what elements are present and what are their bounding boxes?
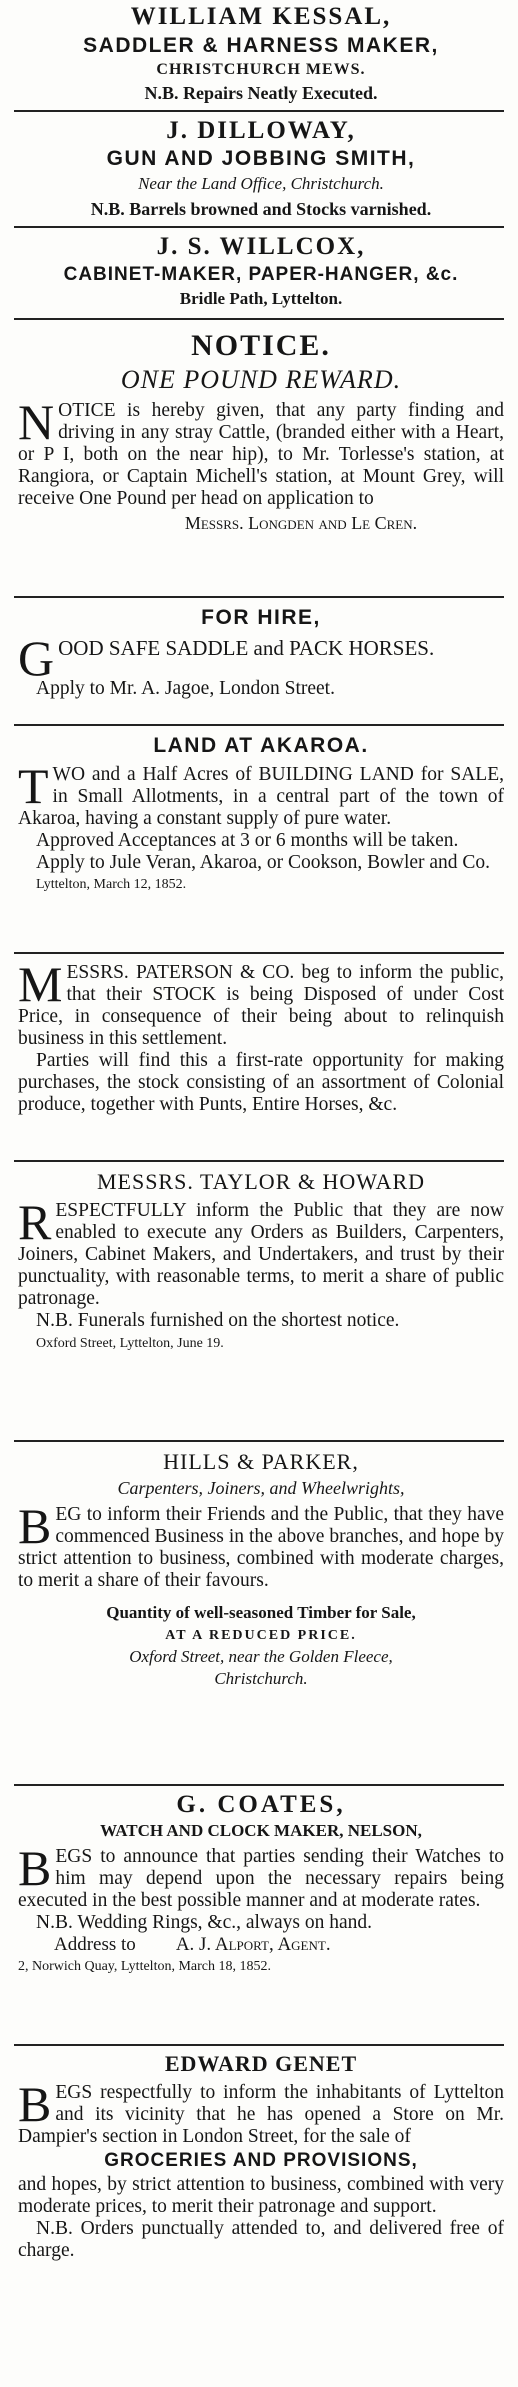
ad-akaroa-drop-cap: T: [18, 758, 49, 814]
ad-coates-drop-cap: B: [18, 1840, 52, 1896]
divider-rule: [14, 226, 504, 228]
divider-rule: [14, 318, 504, 320]
ad-akaroa-terms: Approved Acceptances at 3 or 6 months will be taken.: [36, 830, 459, 851]
divider-rule: [14, 724, 504, 726]
ad-kessal-address: CHRISTCHURCH MEWS.: [156, 61, 366, 78]
ad-akaroa-text: [18, 758, 504, 830]
ad-genet-name: EDWARD GENET: [164, 2051, 358, 2076]
ad-willcox-name: J. S. WILLCOX,: [156, 233, 366, 260]
ad-notice-body: OTICE is hereby given, that any party finding and driving in any stray Cattle, (branded either with a Heart, or P I, both on the near hip), to Mr. Torlesse's station, at Rangiora, or Captain Michell's station, at Mount Grey, will receive One Pound per head on application to: [18, 400, 504, 509]
ad-taylor-drop-cap: R: [18, 1194, 52, 1250]
ad-coates-text: [18, 1840, 504, 1912]
ad-genet-body: EGS respectfully to inform the inhabitants of Lyttelton and its vicinity that he has opened a Store on Mr. Dampier's section in London Street, for the sale of: [18, 2082, 504, 2147]
ad-willcox-address: Bridle Path, Lyttelton.: [179, 289, 343, 308]
ad-paterson-body-2: Parties will find this a first-rate opportunity for making purchases, the stock consisting of an assortment of Colonial produce, together with Punts, Entire Horses, &c.: [18, 1050, 504, 1115]
divider-rule: [14, 596, 504, 598]
ad-coates-note: N.B. Wedding Rings, &c., always on hand.: [36, 1912, 373, 1933]
ad-dilloway: [0, 116, 518, 222]
ad-coates-address-label: Address to: [54, 1934, 136, 1955]
ad-notice-subheading: ONE POUND REWARD.: [120, 365, 402, 394]
ad-hills-heading: HILLS & PARKER,: [163, 1449, 359, 1474]
ad-taylor-text: [18, 1194, 504, 1310]
divider-rule: [14, 952, 504, 954]
ad-hire-text: [18, 630, 504, 686]
ad-for-hire: [0, 604, 518, 700]
ad-taylor-dateline: Oxford Street, Lyttelton, June 19.: [36, 1336, 224, 1351]
ad-coates-trade: WATCH AND CLOCK MAKER, NELSON,: [100, 1821, 422, 1840]
ad-taylor-note: N.B. Funerals furnished on the shortest notice.: [36, 1310, 400, 1331]
ad-paterson-body: ESSRS. PATERSON & CO. beg to inform the public, that their STOCK is being Disposed of under Cost Price, in consequence of their being about to relinquish business in this settlement.: [18, 962, 504, 1049]
ad-coates-address-line: [18, 1934, 504, 1956]
ad-hills-location: Oxford Street, near the Golden Fleece,: [129, 1647, 393, 1666]
divider-rule: [14, 1160, 504, 1162]
ad-akaroa-dateline: Lyttelton, March 12, 1852.: [36, 877, 187, 892]
ad-dilloway-name: J. DILLOWAY,: [166, 117, 356, 144]
ad-akaroa: [0, 732, 518, 896]
ad-coates-body: EGS to announce that parties sending their Watches to him may depend upon the necessary repairs being executed in the best possible manner and at moderate rates.: [18, 1846, 504, 1911]
ad-coates-name: G. COATES,: [176, 1791, 346, 1818]
ad-willcox-trade: CABINET-MAKER, PAPER-HANGER, &c.: [63, 264, 459, 285]
ad-kessal: [0, 2, 518, 105]
ad-hire-apply: Apply to Mr. A. Jagoe, London Street.: [36, 678, 335, 699]
ad-coates-agent: A. J. Alport, Agent.: [175, 1934, 331, 1955]
divider-rule: [14, 1440, 504, 1442]
ad-hire-heading: FOR HIRE,: [201, 606, 321, 629]
ad-hills-parker: [0, 1448, 518, 1690]
ad-paterson: [0, 956, 518, 1116]
ad-coates: [0, 1790, 518, 1978]
ad-hire-drop-cap: G: [18, 630, 55, 686]
ad-dilloway-location: Near the Land Office, Christchurch.: [138, 174, 384, 193]
ad-hills-drop-cap: B: [18, 1498, 52, 1554]
divider-rule: [14, 110, 504, 112]
ad-genet: [0, 2050, 518, 2262]
ad-notice-signature: Messrs. Longden and Le Cren.: [184, 513, 418, 533]
ad-akaroa-heading: LAND AT AKAROA.: [153, 734, 369, 757]
ad-hills-text: [18, 1498, 504, 1592]
ad-hills-timber: Quantity of well-seasoned Timber for Sale,: [106, 1603, 416, 1622]
ad-hills-town: Christchurch.: [214, 1669, 308, 1688]
ad-coates-dateline: 2, Norwich Quay, Lyttelton, March 18, 1852.: [18, 1959, 271, 1974]
ad-kessal-name: WILLIAM KESSAL,: [130, 3, 392, 30]
ad-taylor-howard: [0, 1168, 518, 1356]
divider-rule: [14, 1784, 504, 1786]
ad-akaroa-apply: Apply to Jule Veran, Akaroa, or Cookson, Bowler and Co.: [36, 852, 491, 873]
divider-rule: [14, 2044, 504, 2046]
ad-genet-drop-cap: B: [18, 2076, 52, 2132]
ad-dilloway-note: N.B. Barrels browned and Stocks varnished.: [90, 199, 432, 219]
ad-genet-goods: GROCERIES AND PROVISIONS,: [104, 2150, 418, 2171]
ad-notice-text: [18, 394, 504, 510]
ad-genet-note: N.B. Orders punctually attended to, and delivered free of charge.: [18, 2218, 504, 2261]
ad-kessal-note: N.B. Repairs Neatly Executed.: [144, 83, 378, 103]
ad-notice-heading: NOTICE.: [191, 329, 331, 362]
ad-genet-text: [18, 2076, 504, 2148]
ad-genet-body-2: and hopes, by strict attention to business, combined with very moderate prices, to merit their patronage and support.: [18, 2174, 504, 2217]
ad-willcox: [0, 232, 518, 310]
ad-hills-price: AT A REDUCED PRICE.: [165, 1628, 357, 1643]
ad-notice-drop-cap: N: [18, 394, 55, 450]
ad-taylor-body: ESPECTFULLY inform the Public that they are now enabled to execute any Orders as Builders, Carpenters, Joiners, Cabinet Makers, and Undertakers, and trust by their punctuality, with reasonable terms, to merit a share of public patronage.: [18, 1200, 504, 1309]
ad-notice: [0, 328, 518, 536]
ad-taylor-heading: MESSRS. TAYLOR & HOWARD: [96, 1169, 426, 1194]
ad-kessal-trade: SADDLER & HARNESS MAKER,: [83, 34, 439, 57]
ad-akaroa-body: WO and a Half Acres of BUILDING LAND for SALE, in Small Allotments, in a central part of the town of Akaroa, having a constant supply of pure water.: [18, 764, 504, 829]
ad-hills-body: EG to inform their Friends and the Public, that they have commenced Business in the above branches, and hope by strict attention to business, combined with moderate charges, to merit a share of their favours.: [18, 1504, 504, 1591]
ad-dilloway-trade: GUN AND JOBBING SMITH,: [106, 147, 416, 170]
ad-hire-body: OOD SAFE SADDLE and PACK HORSES.: [58, 636, 435, 660]
ad-paterson-text: [18, 956, 504, 1050]
ad-paterson-drop-cap: M: [18, 956, 63, 1012]
ad-hills-trade: Carpenters, Joiners, and Wheelwrights,: [117, 1478, 405, 1498]
